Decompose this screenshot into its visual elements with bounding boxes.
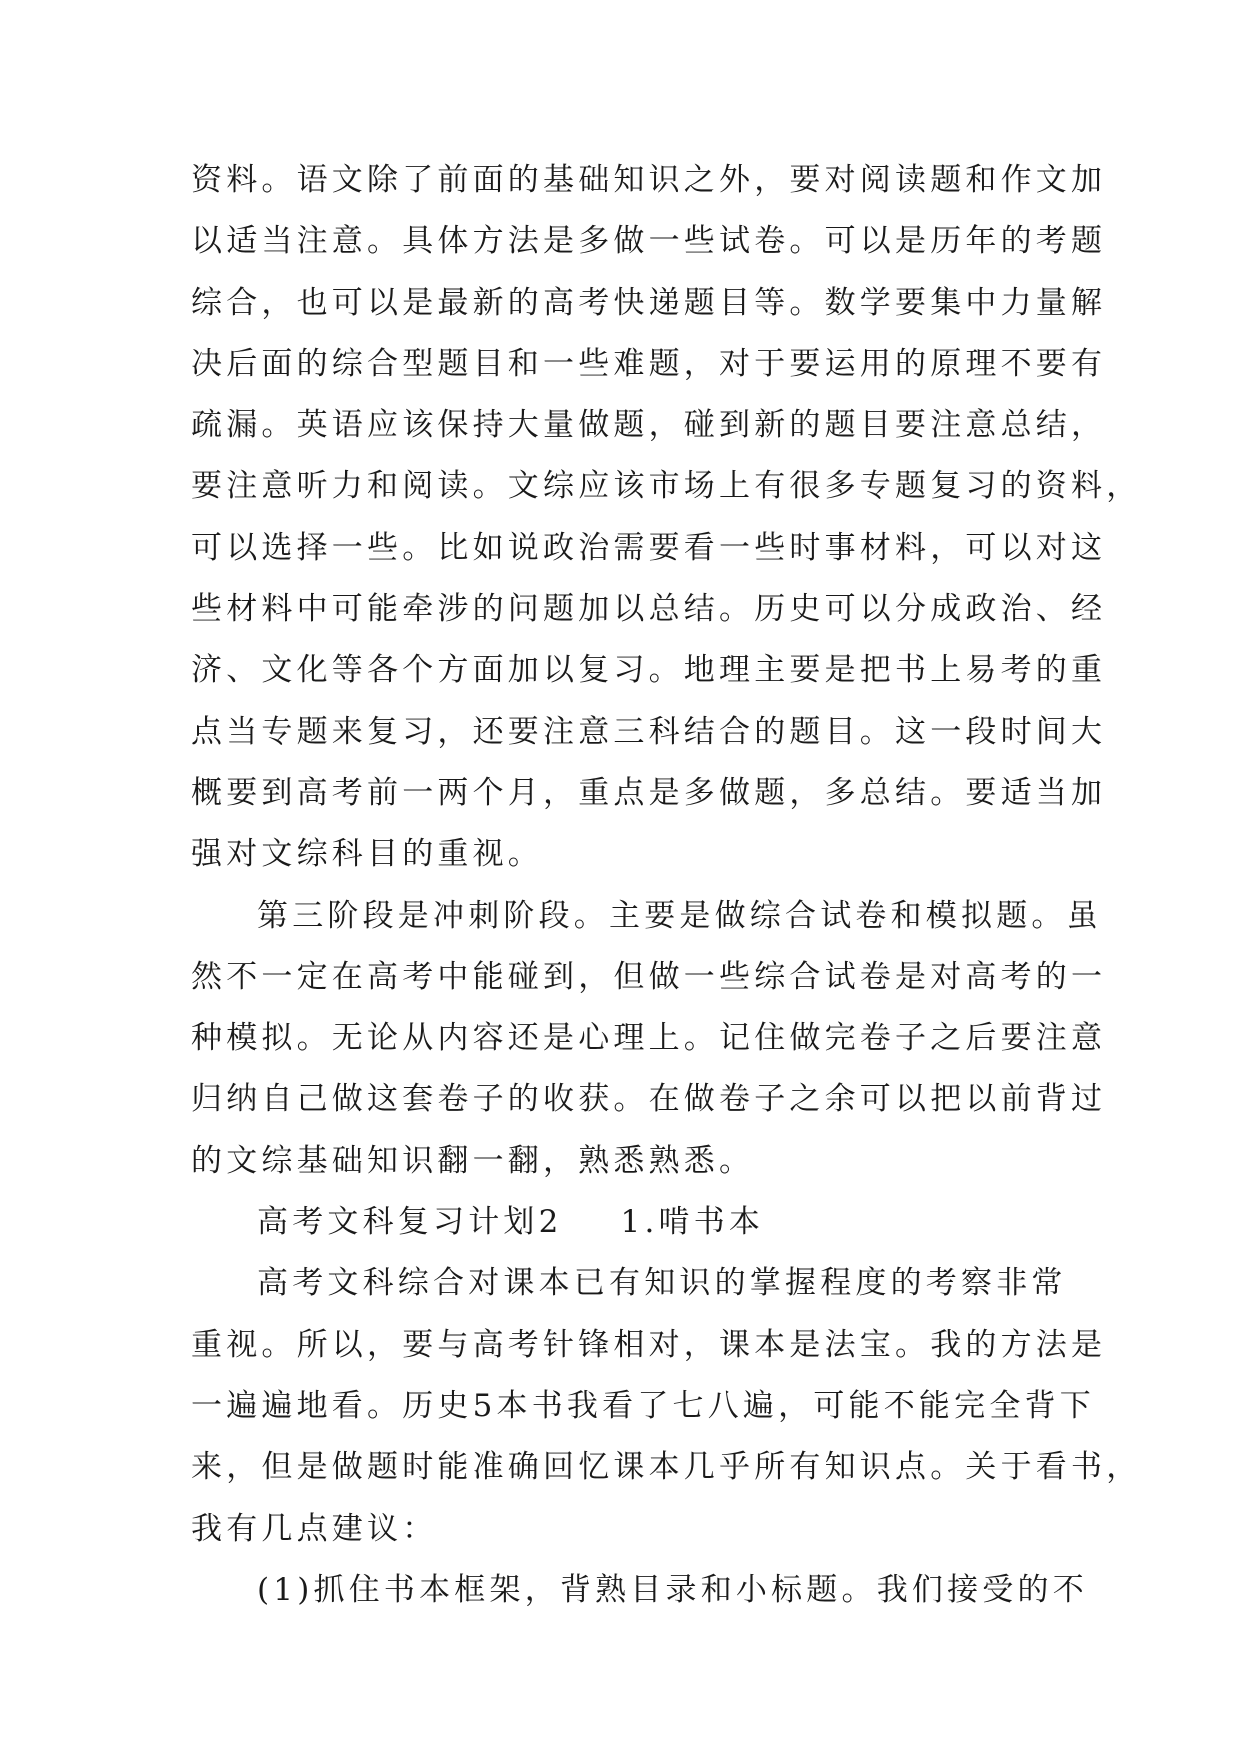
text-line: 我有几点建议：: [191, 1510, 438, 1547]
text-line: 综合，也可以是最新的高考快递题目等。数学要集中力量解: [191, 284, 1107, 321]
text-line: 强对文综科目的重视。: [191, 836, 543, 873]
text-line: 概要到高考前一两个月，重点是多做题，多总结。要适当加: [191, 774, 1107, 811]
section-heading: [191, 1192, 1051, 1253]
heading-item: 1.啃书本: [620, 1204, 765, 1241]
text-line: 的文综基础知识翻一翻，熟悉熟悉。: [191, 1142, 755, 1179]
text-line: 决后面的综合型题目和一些难题，对于要运用的原理不要有: [191, 345, 1107, 382]
heading-title: 高考文科复习计划2: [257, 1204, 563, 1241]
text-line: 一遍遍地看。历史5本书我看了七八遍，可能不能完全背下: [191, 1387, 1095, 1424]
text-line: 要注意听力和阅读。文综应该市场上有很多专题复习的资料，: [191, 468, 1142, 505]
text-line: 资料。语文除了前面的基础知识之外，要对阅读题和作文加: [191, 162, 1107, 198]
text-line: 来，但是做题时能准确回忆课本几乎所有知识点。关于看书，: [191, 1449, 1142, 1486]
text-line: 可以选择一些。比如说政治需要看一些时事材料，可以对这: [191, 529, 1107, 566]
paragraph-3: [191, 1253, 1142, 1559]
paragraph-1: [191, 150, 1142, 886]
text-line: 以适当注意。具体方法是多做一些试卷。可以是历年的考题: [191, 223, 1107, 260]
text-line: (1)抓住书本框架，背熟目录和小标题。我们接受的不: [257, 1571, 1088, 1608]
text-line: 重视。所以，要与高考针锋相对，课本是法宝。我的方法是: [191, 1326, 1107, 1363]
text-line: 然不一定在高考中能碰到，但做一些综合试卷是对高考的一: [191, 958, 1107, 995]
text-line: 归纳自己做这套卷子的收获。在做卷子之余可以把以前背过: [191, 1081, 1107, 1118]
document-body: [191, 150, 1142, 1621]
text-line: 高考文科综合对课本已有知识的掌握程度的考察非常: [257, 1265, 1067, 1302]
text-line: 济、文化等各个方面加以复习。地理主要是把书上易考的重: [191, 652, 1107, 689]
text-line: 疏漏。英语应该保持大量做题，碰到新的题目要注意总结，: [191, 407, 1107, 444]
text-line: 些材料中可能牵涉的问题加以总结。历史可以分成政治、经: [191, 591, 1107, 628]
text-line: 点当专题来复习，还要注意三科结合的题目。这一段时间大: [191, 713, 1107, 750]
text-line: 第三阶段是冲刺阶段。主要是做综合试卷和模拟题。虽: [257, 897, 1102, 934]
text-line: 种模拟。无论从内容还是心理上。记住做完卷子之后要注意: [191, 1020, 1107, 1057]
paragraph-2: [191, 886, 1107, 1192]
paragraph-4: [191, 1560, 1088, 1621]
